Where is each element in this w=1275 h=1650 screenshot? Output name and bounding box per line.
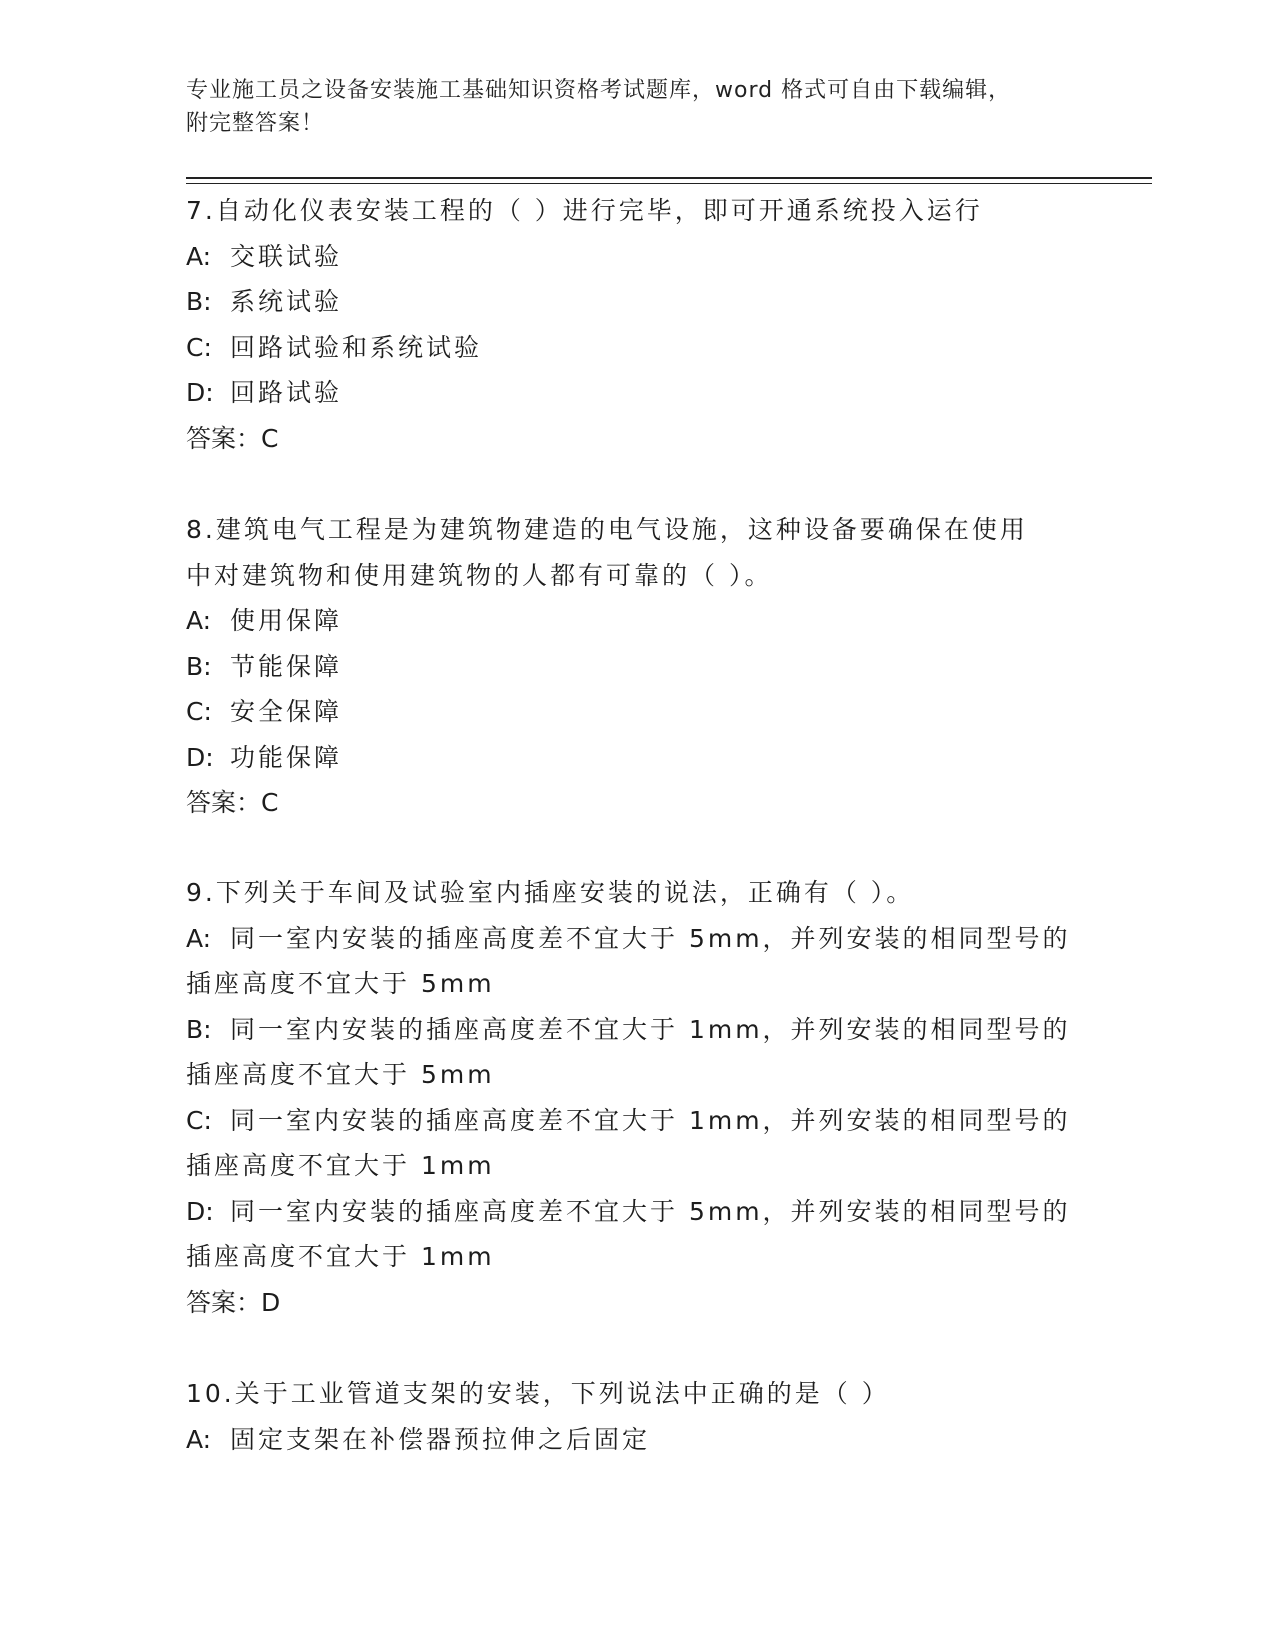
option-text: 同一室内安装的插座高度差不宜大于 1mm，并列安装的相同型号的 xyxy=(230,1014,1071,1044)
option-label: B: xyxy=(186,287,212,316)
option-a-cont: 插座高度不宜大于 5mm xyxy=(186,969,495,998)
question-7 xyxy=(186,188,1066,461)
option-text: 固定支架在补偿器预拉伸之后固定 xyxy=(230,1424,651,1454)
question-stem: 8.建筑电气工程是为建筑物建造的电气设施，这种设备要确保在使用 xyxy=(186,515,1028,544)
question-stem: 9.下列关于车间及试验室内插座安装的说法，正确有（ ）。 xyxy=(186,878,915,907)
option-text: 安全保障 xyxy=(230,697,343,726)
option-b-cont: 插座高度不宜大于 5mm xyxy=(186,1060,495,1089)
option-text: 同一室内安装的插座高度差不宜大于 1mm，并列安装的相同型号的 xyxy=(230,1105,1071,1135)
answer: 答案：C xyxy=(186,788,279,817)
option-a xyxy=(186,598,1066,644)
option-label: D: xyxy=(186,378,214,407)
option-label: A: xyxy=(186,923,212,953)
header-divider-bottom xyxy=(186,183,1152,184)
option-text: 回路试验 xyxy=(230,378,343,407)
question-stem: 7.自动化仪表安装工程的（ ）进行完毕，即可开通系统投入运行 xyxy=(186,196,983,225)
option-text: 节能保障 xyxy=(230,651,343,681)
option-label: D: xyxy=(186,1196,214,1226)
option-label: D: xyxy=(186,742,214,772)
option-a xyxy=(186,1417,1066,1463)
option-c xyxy=(186,1098,1071,1144)
option-text: 同一室内安装的插座高度差不宜大于 5mm，并列安装的相同型号的 xyxy=(230,1196,1071,1226)
option-c xyxy=(186,325,1066,371)
option-label: A: xyxy=(186,241,212,271)
answer: 答案：D xyxy=(186,1287,281,1317)
option-c xyxy=(186,689,1066,735)
option-label: C: xyxy=(186,697,212,726)
option-label: B: xyxy=(186,1014,212,1044)
option-a xyxy=(186,916,1071,962)
header-line-1: 专业施工员之设备安装施工基础知识资格考试题库，word 格式可自由下载编辑， xyxy=(186,78,1012,103)
option-d-cont: 插座高度不宜大于 1mm xyxy=(186,1242,495,1271)
option-text: 使用保障 xyxy=(230,606,343,635)
option-text: 回路试验和系统试验 xyxy=(230,332,483,362)
option-label: C: xyxy=(186,332,212,362)
option-d xyxy=(186,735,1066,781)
option-d xyxy=(186,1189,1071,1235)
document-header xyxy=(186,74,1086,140)
option-label: A: xyxy=(186,606,212,635)
question-stem: 10.关于工业管道支架的安装，下列说法中正确的是（ ） xyxy=(186,1379,890,1408)
option-text: 系统试验 xyxy=(230,287,343,316)
answer: 答案：C xyxy=(186,423,279,453)
question-stem-cont: 中对建筑物和使用建筑物的人都有可靠的（ ）。 xyxy=(186,560,773,590)
option-label: C: xyxy=(186,1105,212,1135)
option-c-cont: 插座高度不宜大于 1mm xyxy=(186,1151,495,1180)
option-b xyxy=(186,279,1066,325)
option-d xyxy=(186,370,1066,416)
option-text: 同一室内安装的插座高度差不宜大于 5mm，并列安装的相同型号的 xyxy=(230,923,1071,953)
option-text: 交联试验 xyxy=(230,241,343,271)
question-10 xyxy=(186,1371,1066,1462)
header-divider-top xyxy=(186,177,1152,179)
question-9 xyxy=(186,870,1071,1325)
question-8 xyxy=(186,507,1066,826)
option-b xyxy=(186,1007,1071,1053)
option-label: A: xyxy=(186,1424,212,1454)
option-label: B: xyxy=(186,651,212,681)
option-a xyxy=(186,234,1066,280)
header-line-2: 附完整答案！ xyxy=(186,111,325,136)
option-b xyxy=(186,644,1066,690)
option-text: 功能保障 xyxy=(230,742,343,772)
